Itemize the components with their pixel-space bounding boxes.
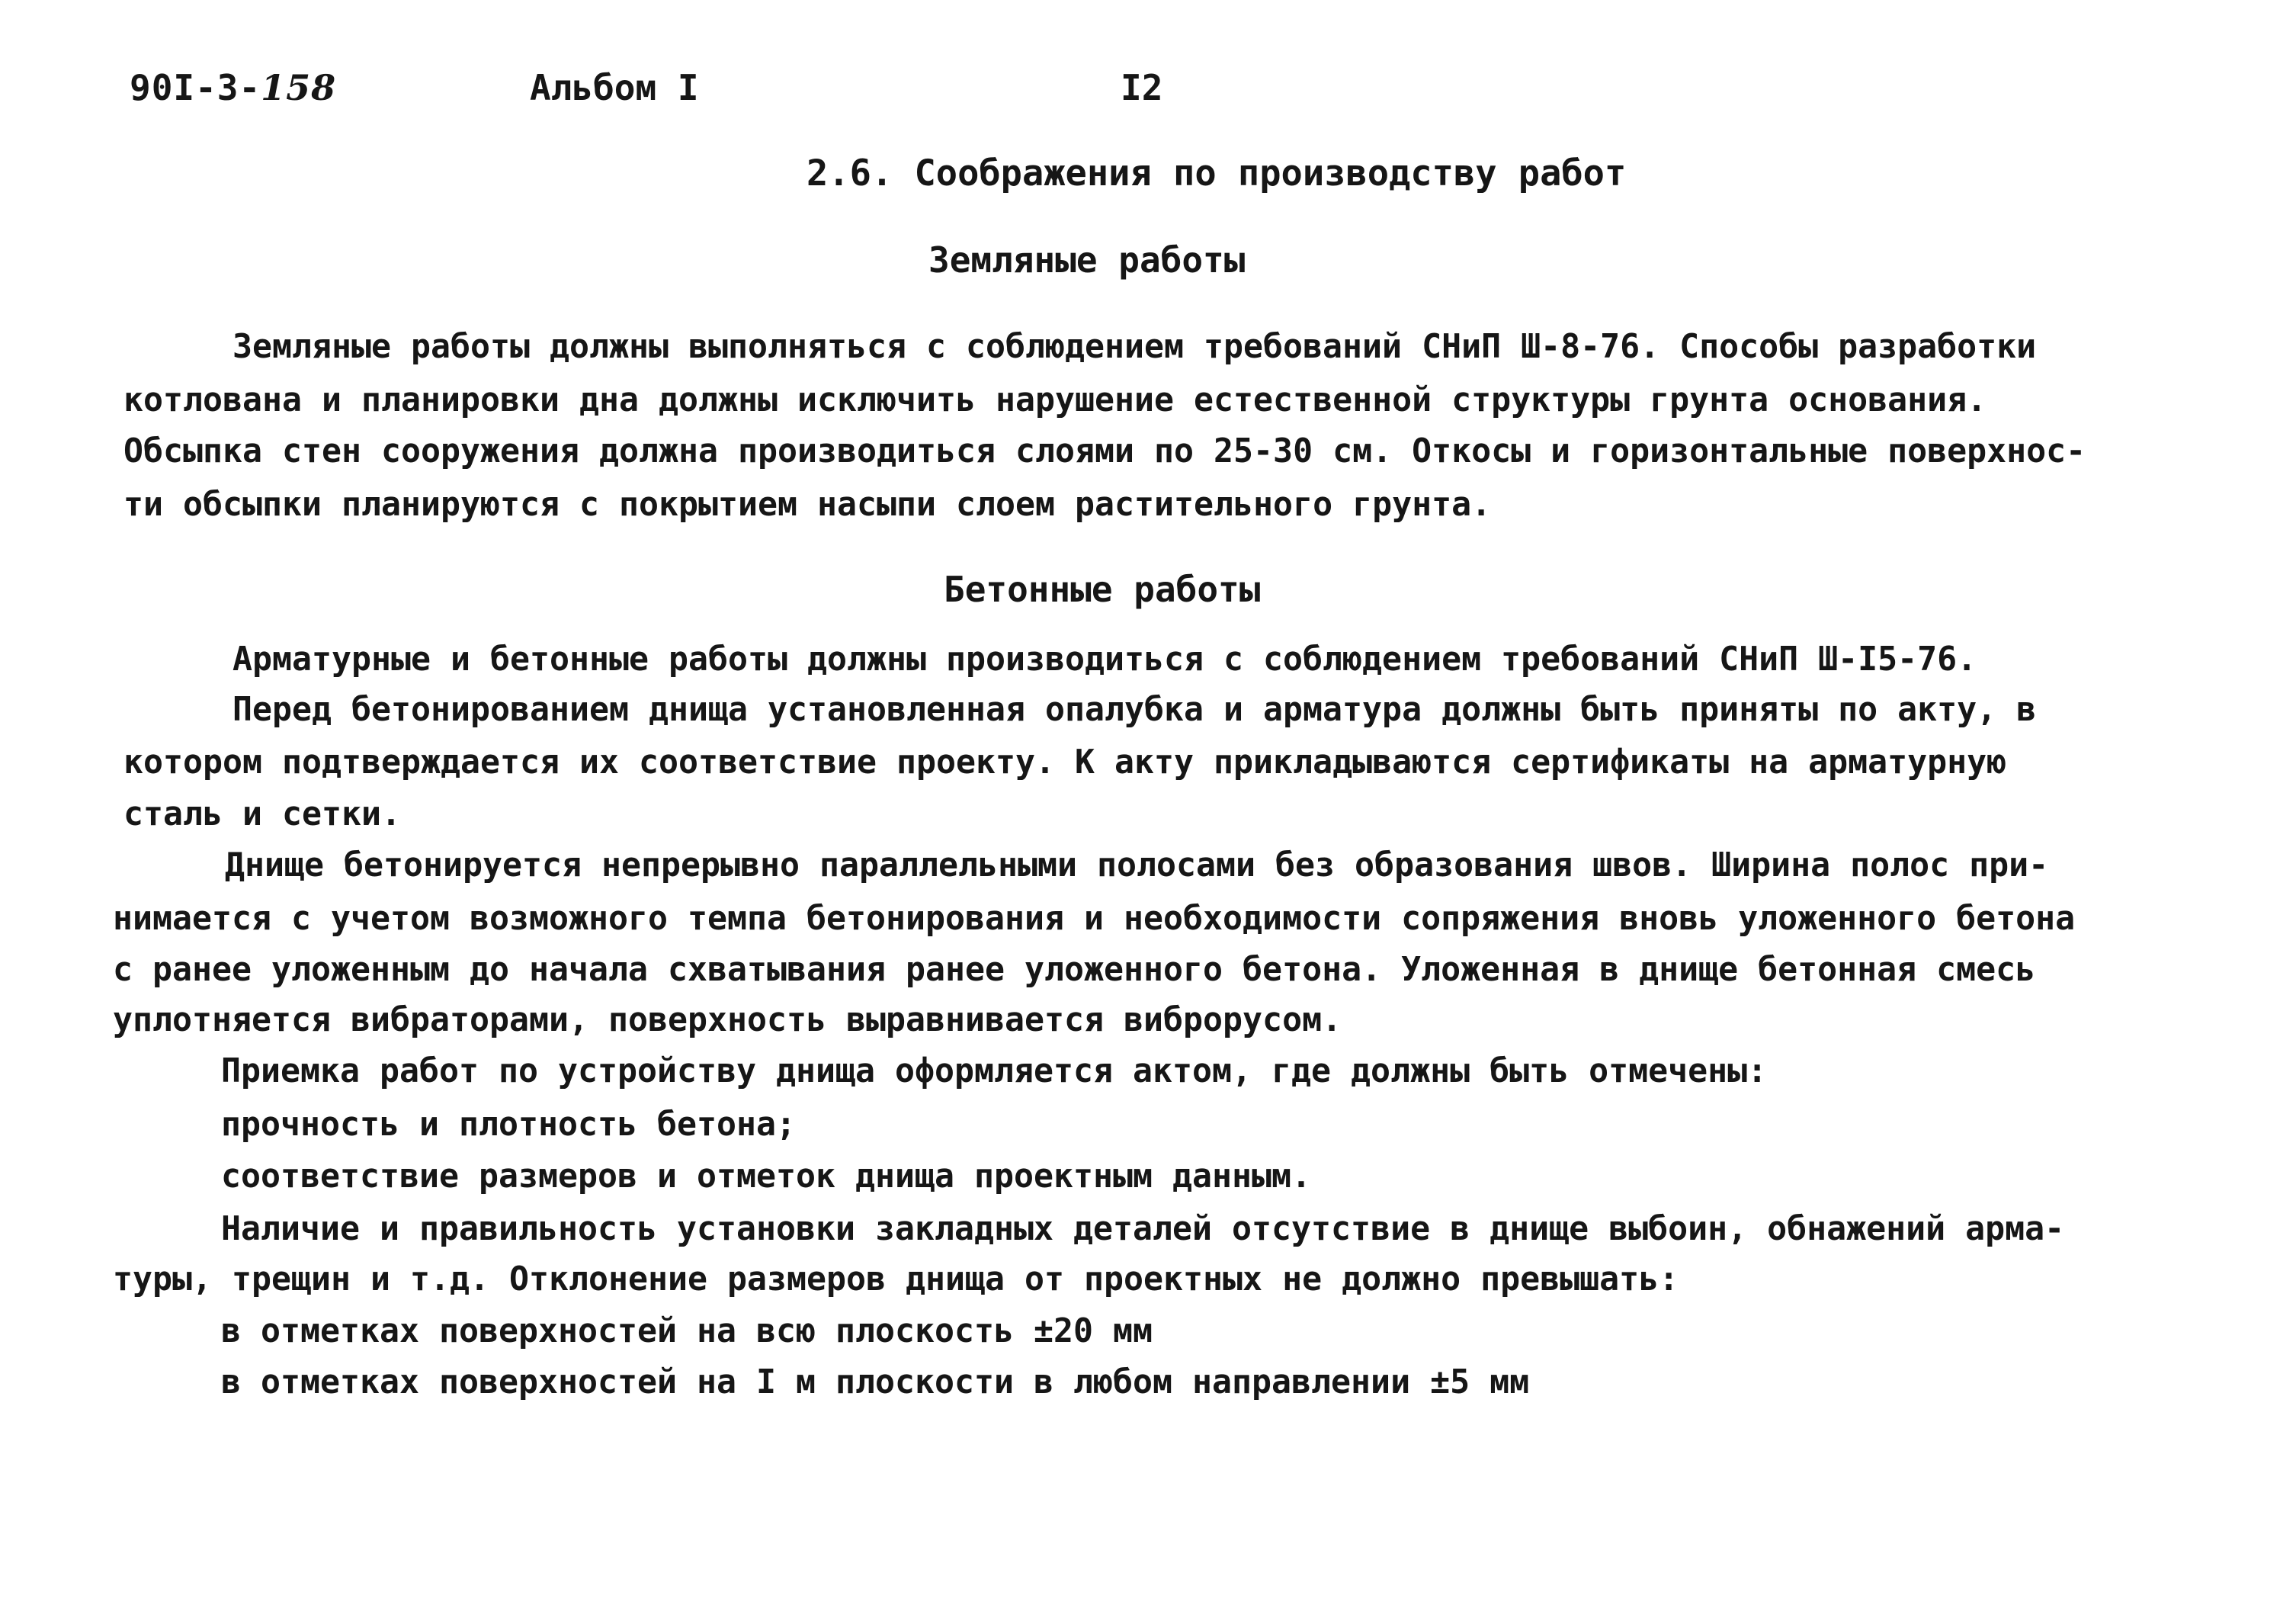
document-code bbox=[130, 67, 336, 108]
concrete-paragraph-line: Перед бетонированием днища установленная опалубка и арматура должны быть приняты по акту, в bbox=[232, 691, 2037, 729]
document-code-prefix: 90I-3- bbox=[130, 67, 261, 108]
concrete-paragraph-line: сталь и сетки. bbox=[123, 795, 402, 833]
tolerance-item bbox=[221, 1312, 1153, 1350]
page-number: I2 bbox=[1121, 67, 1163, 108]
concrete-list-item: прочность и плотность бетона; bbox=[221, 1106, 797, 1144]
concrete-paragraph-line: котором подтверждается их соответствие проекту. К акту прикладываются сертификаты на арматурную bbox=[123, 743, 2007, 782]
document-code-handwritten-number: 158 bbox=[261, 67, 337, 108]
earthworks-paragraph-line: Обсыпка стен сооружения должна производиться слоями по 25-30 см. Откосы и горизонтальные поверхнос- bbox=[123, 432, 2086, 470]
tolerance-description: в отметках поверхностей на I м плоскости в любом направлении bbox=[221, 1363, 1431, 1401]
earthworks-paragraph-line: ти обсыпки планируются с покрытием насыпи слоем растительного грунта. bbox=[123, 486, 1492, 524]
concrete-list-item: соответствие размеров и отметок днища проектным данным. bbox=[221, 1157, 1312, 1196]
tolerance-value: ±5 мм bbox=[1430, 1363, 1530, 1401]
tolerance-item bbox=[221, 1363, 1529, 1401]
album-label: Альбом I bbox=[530, 67, 699, 108]
section-title: 2.6. Соображения по производству работ bbox=[806, 152, 1627, 194]
concrete-paragraph-line: с ранее уложенным до начала схватывания ранее уложенного бетона. Уложенная в днище бетонная смесь bbox=[113, 951, 2036, 989]
concrete-paragraph-line: Приемка работ по устройству днища оформляется актом, где должны быть отмечены: bbox=[221, 1052, 1768, 1090]
concrete-paragraph-line: Днище бетонируется непрерывно параллельными полосами без образования швов. Ширина полос при- bbox=[225, 846, 2049, 884]
concrete-paragraph-line: туры, трещин и т.д. Отклонение размеров днища от проектных не должно превышать: bbox=[113, 1260, 1679, 1298]
concrete-heading: Бетонные работы bbox=[944, 569, 1261, 610]
concrete-paragraph-line: уплотняется вибраторами, поверхность выравнивается виброрусом. bbox=[113, 1001, 1342, 1039]
concrete-paragraph-line: нимается с учетом возможного темпа бетонирования и необходимости сопряжения вновь уложенного бетона bbox=[113, 900, 2076, 938]
earthworks-heading: Земляные работы bbox=[928, 239, 1246, 281]
concrete-paragraph-line: Арматурные и бетонные работы должны производиться с соблюдением требований СНиП Ш-I5-76. bbox=[232, 640, 1977, 679]
earthworks-paragraph-line: Земляные работы должны выполняться с соблюдением требований СНиП Ш-8-76. Способы разработки bbox=[232, 328, 2037, 366]
tolerance-description: в отметках поверхностей на всю плоскость bbox=[221, 1312, 1034, 1350]
earthworks-paragraph-line: котлована и планировки дна должны исключить нарушение естественной структуры грунта основания. bbox=[123, 381, 1987, 419]
tolerance-value: ±20 мм bbox=[1034, 1312, 1153, 1350]
concrete-paragraph-line: Наличие и правильность установки закладных деталей отсутствие в днище выбоин, обнажений арма- bbox=[221, 1210, 2065, 1248]
